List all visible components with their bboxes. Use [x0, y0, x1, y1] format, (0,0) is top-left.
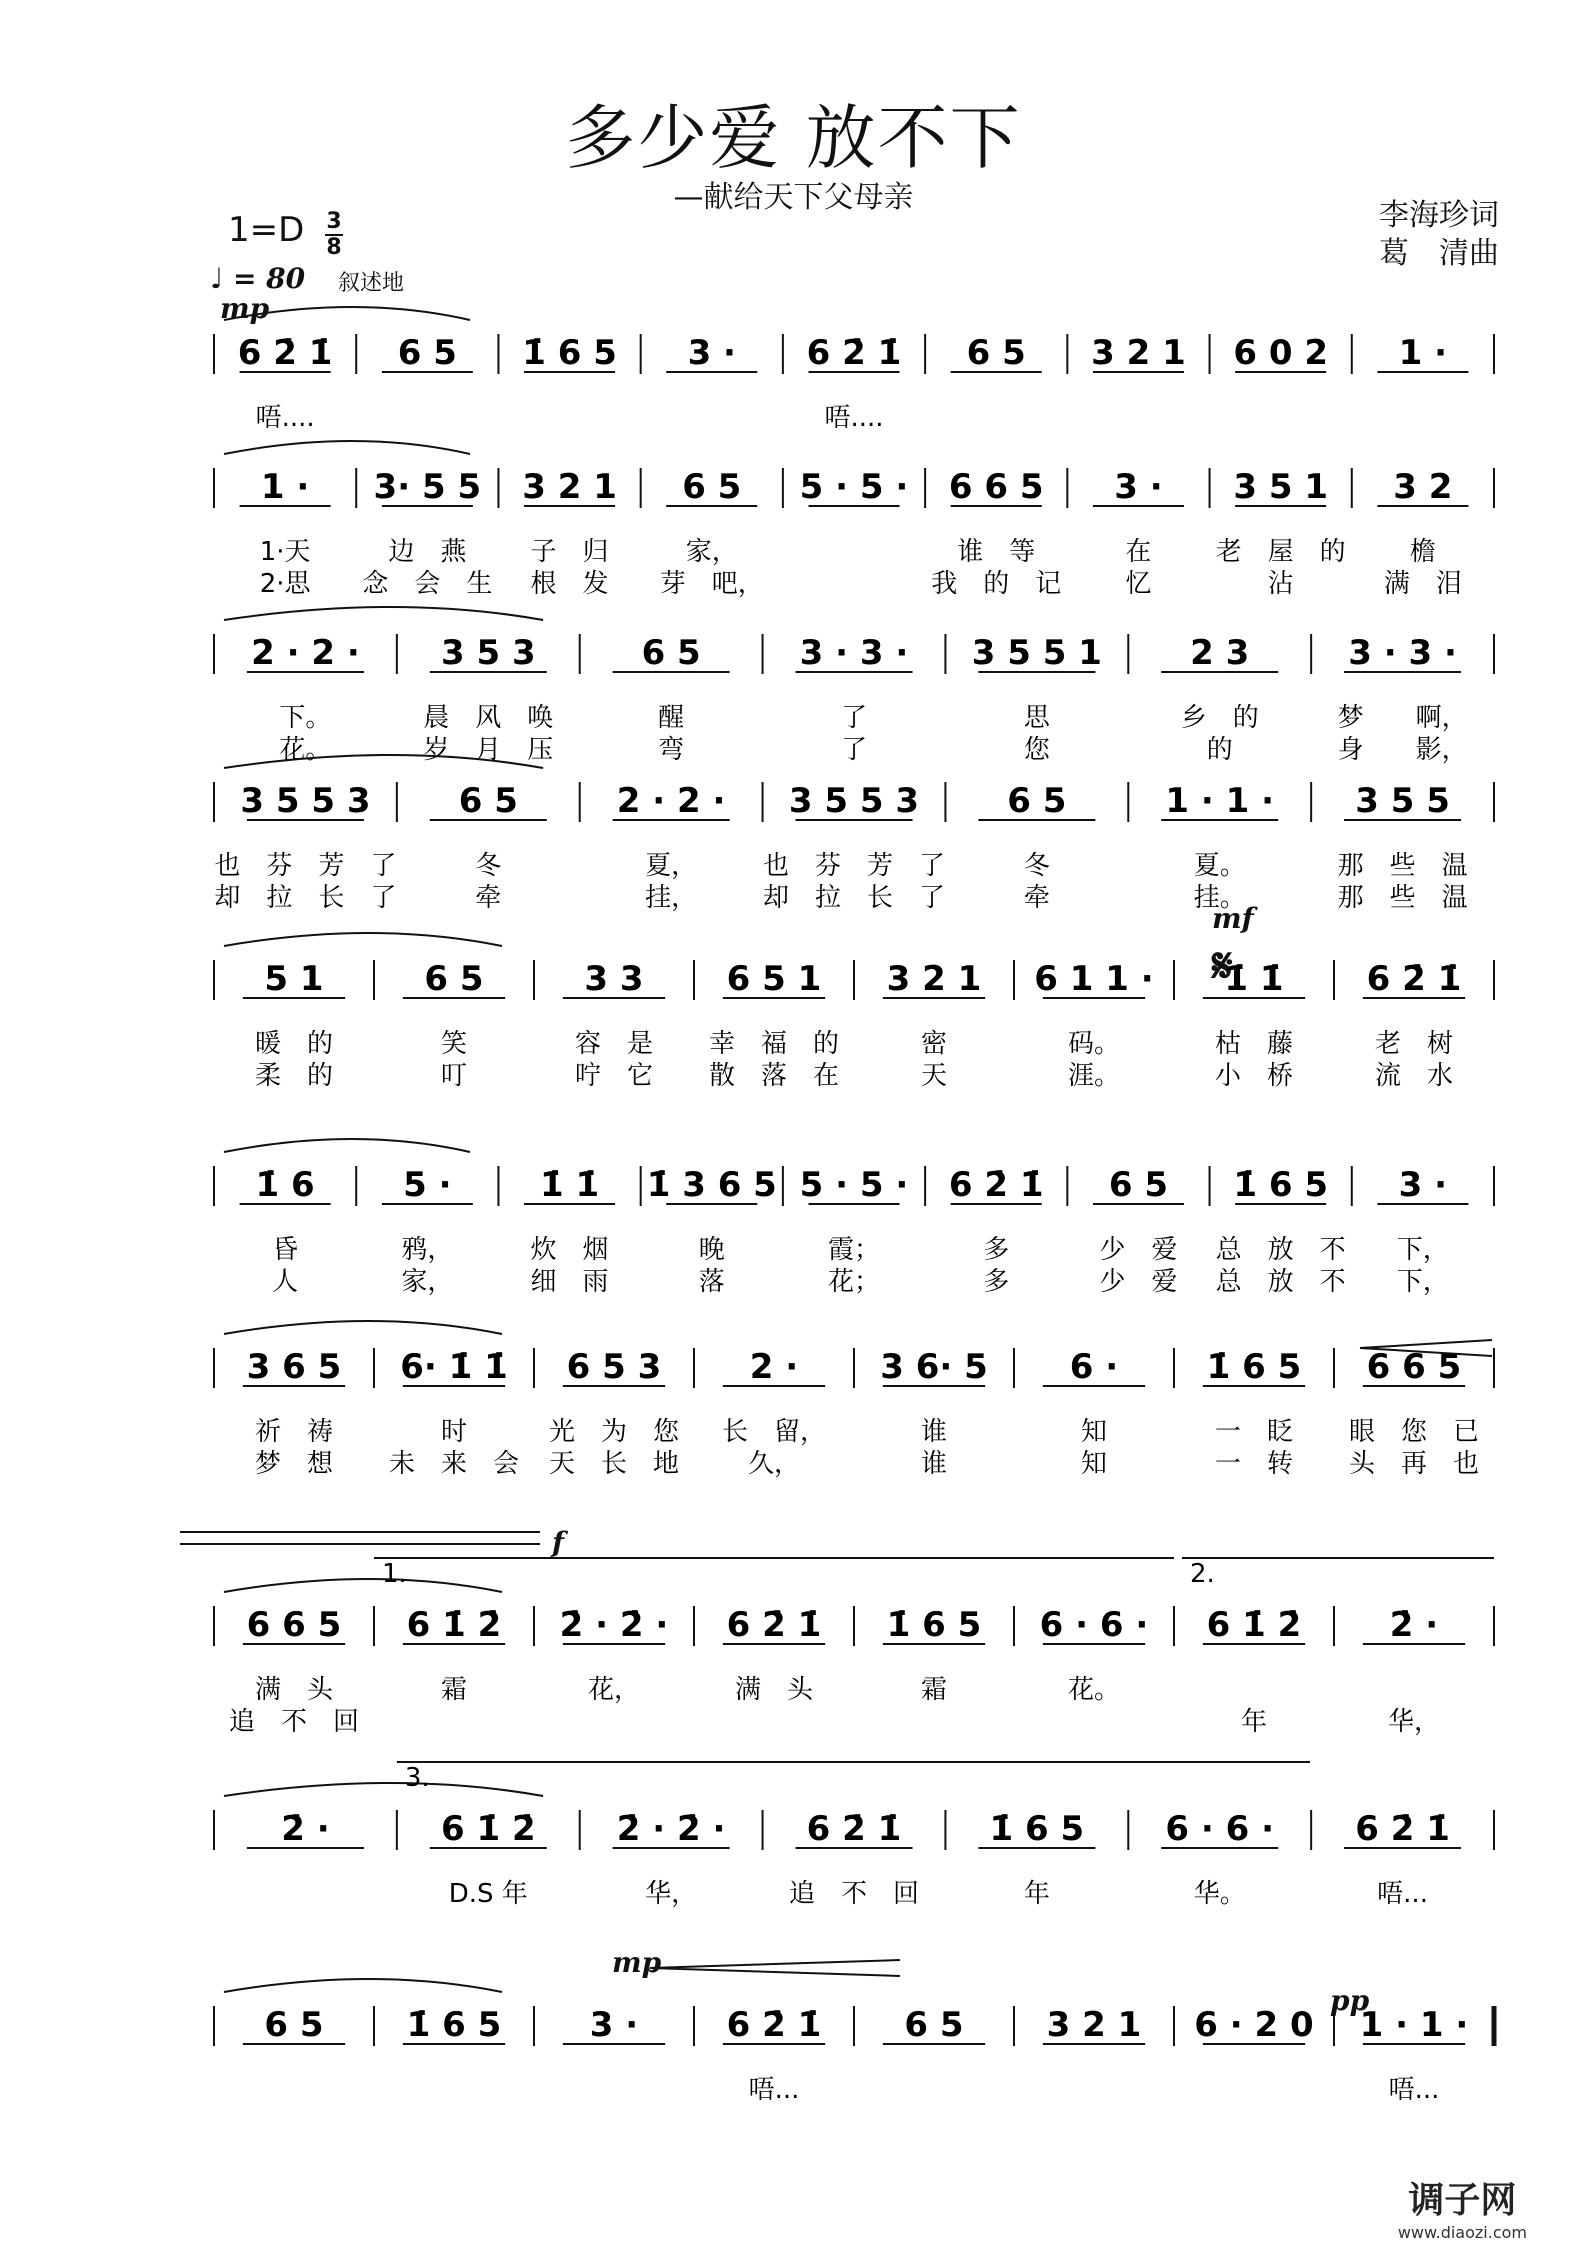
measure-notes: 6· 1̇ 1̇ — [400, 1347, 508, 1387]
lyric-syllable: 总 放 不 — [1215, 1235, 1346, 1265]
lyric-syllable: 念 会 生 — [362, 569, 493, 599]
lyric-syllable: 那 些 温 — [1337, 883, 1468, 913]
lyric-syllable: 梦 想 — [254, 1449, 334, 1479]
lyric-syllable: 根 发 — [530, 569, 609, 599]
lyric-syllable: 牵 — [1023, 883, 1050, 913]
measure-notes: 2̇ · 2̇ · — [616, 1809, 726, 1849]
measure-notes: 2̇ · 2̇ · — [559, 1605, 669, 1645]
lyric-syllable: 散 落 在 — [708, 1061, 840, 1091]
measure-notes: 1 · 1 · — [1165, 781, 1275, 821]
measure-notes: 3 2 1 — [886, 959, 982, 999]
volta-label: 3. — [404, 1763, 430, 1793]
measure-notes: 6 1̇ 2̇ — [406, 1605, 502, 1645]
dynamic-mp-coda: mp — [612, 1946, 662, 1979]
lyric-syllable: 也 芬 芳 了 — [762, 851, 946, 881]
slur — [224, 1783, 543, 1796]
dynamic-f: f — [552, 1526, 565, 1559]
measure-notes: 3 · 3 · — [1348, 633, 1457, 673]
lyric-syllable: 一 眨 — [1214, 1417, 1294, 1447]
lyric-syllable: 在 — [1125, 537, 1152, 567]
lyric-syllable: 多 — [983, 1235, 1010, 1265]
lyric-syllable: 华。 — [1193, 1879, 1246, 1909]
dynamic-mf: mf — [1212, 902, 1254, 935]
measure-notes: 3 · — [1114, 467, 1163, 507]
measure-notes: 6 5 — [641, 633, 701, 673]
measure-notes: 6 5 — [904, 2005, 964, 2045]
lyric-syllable: 却 拉 长 了 — [762, 883, 946, 913]
lyric-syllable: 夏。 — [1193, 851, 1246, 881]
page-subtitle: —献给天下父母亲 — [673, 180, 914, 215]
lyric-syllable: 思 — [1023, 703, 1050, 733]
lyric-syllable: 人 — [272, 1267, 299, 1297]
measure-notes: 2̇ · — [1389, 1605, 1439, 1645]
lyric-syllable: 柔 的 — [254, 1061, 334, 1091]
lyric-syllable: 咛 它 — [574, 1061, 654, 1091]
measure-notes: 3 2 1 — [1091, 333, 1186, 373]
measure-notes: 5 · — [403, 1165, 452, 1205]
measure-notes: 6 2̇ 1̇ — [1355, 1809, 1450, 1849]
measure-notes: 1̇ 6 5 — [886, 1605, 982, 1645]
lyric-syllable: 沾 — [1267, 569, 1294, 599]
tempo-value: = 80 — [232, 262, 306, 295]
measure-notes: 6 5 — [397, 333, 457, 373]
measure-notes: 6 5 1 — [726, 959, 822, 999]
lyric-syllable: 年 — [1240, 1707, 1268, 1737]
lyric-syllable: 落 — [698, 1267, 725, 1297]
measure-notes: 6 5 — [966, 333, 1026, 373]
time-numerator: 3 — [326, 209, 342, 234]
measure-notes: 6 2̇ 1̇ — [726, 2005, 822, 2045]
tempo-marking: ♩ = 80 — [210, 262, 306, 295]
lyric-syllable: 花； — [827, 1267, 881, 1297]
lyric-syllable: 炊 烟 — [530, 1235, 609, 1265]
lyric-syllable: 老 树 — [1374, 1029, 1454, 1059]
measure-notes: 6 2̇ 1̇ — [237, 333, 333, 373]
lyric-syllable: 头 再 也 — [1348, 1449, 1480, 1479]
lyricist-credit: 李海珍词 — [1379, 198, 1499, 233]
measure-notes: 1̇ 6 5 — [989, 1809, 1085, 1849]
slur — [224, 933, 502, 946]
tempo-expression: 叙述地 — [338, 271, 405, 296]
slur — [224, 1579, 502, 1592]
lyric-syllable: 也 芬 芳 了 — [214, 851, 397, 881]
lyric-syllable: 下。 — [279, 703, 332, 733]
lyric-syllable: 少 爱 — [1099, 1267, 1178, 1297]
lyric-syllable: 了 — [840, 735, 868, 765]
lyric-syllable: 芽 吧， — [659, 569, 764, 599]
lyric-syllable: 家， — [685, 537, 738, 567]
measure-notes: 3 3 — [584, 959, 644, 999]
lyric-syllable: 霜 — [920, 1675, 948, 1705]
slur — [224, 1321, 502, 1334]
measure-notes: 6 5 — [264, 2005, 324, 2045]
lyric-syllable: 子 归 — [530, 537, 609, 567]
measure-notes: 2 · — [749, 1347, 799, 1387]
lyric-syllable: 小 桥 — [1214, 1061, 1294, 1091]
decrescendo-hairpin — [650, 1960, 900, 1976]
lyric-syllable: 花， — [587, 1675, 641, 1705]
lyric-syllable: 多 — [983, 1267, 1010, 1297]
page-title: 多少爱 放不下 — [565, 97, 1022, 179]
measure-notes: 1̇ 6 5 — [1206, 1347, 1302, 1387]
measure-notes: 6 6 5 — [948, 467, 1044, 507]
lyric-syllable: 谁 — [920, 1417, 948, 1447]
slur — [224, 607, 543, 620]
measure-notes: 2 · 2 · — [616, 781, 726, 821]
measure-notes: 3 5 3 — [440, 633, 536, 673]
lyric-syllable: 枯 藤 — [1214, 1029, 1294, 1059]
lyric-syllable: 天 长 地 — [548, 1449, 680, 1479]
slur — [224, 1139, 470, 1152]
lyric-syllable: 华， — [645, 1879, 698, 1909]
lyric-syllable: 幸 福 的 — [708, 1029, 840, 1059]
measure-notes: 6 1 1 · — [1034, 959, 1154, 999]
measure-notes: 1 · — [260, 467, 310, 507]
lyric-syllable: 花。 — [1067, 1675, 1121, 1705]
dynamic-mp-start: mp — [220, 292, 270, 325]
measure-notes: 6 5 — [458, 781, 518, 821]
measure-notes: 1̇ 6 5 — [522, 333, 617, 373]
lyric-syllable: 唔.... — [824, 403, 884, 433]
measure-notes: 6 · 6 · — [1165, 1809, 1275, 1849]
measure-notes: 2̇ · — [281, 1809, 330, 1849]
lyric-syllable: 下， — [1396, 1235, 1449, 1265]
measure-notes: 3 6· 5 — [880, 1347, 988, 1387]
lyric-syllable: 谁 等 — [957, 537, 1036, 567]
measure-notes: 3 5 5 1 — [971, 633, 1102, 673]
lyric-syllable: 唔.... — [255, 403, 315, 433]
lyric-syllable: 您 — [1023, 735, 1050, 765]
lyric-syllable: 叮 — [440, 1061, 468, 1091]
lyric-syllable: 光 为 您 — [548, 1417, 680, 1447]
lyric-syllable: 2·思 — [259, 569, 311, 599]
lyric-syllable: 那 些 温 — [1337, 851, 1468, 881]
crescendo-hairpin — [1360, 1340, 1492, 1356]
measure-notes: 6 · — [1069, 1347, 1119, 1387]
lyric-syllable: 我 的 记 — [931, 569, 1062, 599]
measure-notes: 1 · — [1398, 333, 1448, 373]
watermark-logo: 调子网 — [1408, 2180, 1517, 2221]
lyric-syllable: 知 — [1080, 1417, 1108, 1447]
measure-notes: 6 2̇ 1̇ — [806, 1809, 902, 1849]
measure-notes: 2 3 — [1190, 633, 1250, 673]
measure-notes: 5 · 5 · — [799, 1165, 909, 1205]
lyric-syllable: 流 水 — [1374, 1061, 1454, 1091]
measure-notes: 1̇ 3 6 5 — [646, 1165, 777, 1205]
measure-notes: 6 6 5 — [1366, 1347, 1462, 1387]
lyric-syllable: 冬 — [475, 851, 502, 881]
slur — [224, 1979, 502, 1992]
lyric-syllable: 密 — [920, 1029, 948, 1059]
lyric-syllable: 冬 — [1023, 851, 1050, 881]
key-signature: 1=D — [228, 210, 305, 250]
measure-notes: 6 1̇ 2̇ — [440, 1809, 536, 1849]
measure-notes: 6 5 — [424, 959, 484, 999]
measure-notes: 6 5 — [682, 467, 742, 507]
lyric-syllable: 花。 — [279, 735, 332, 765]
measure-notes: 3 2 — [1393, 467, 1453, 507]
lyric-syllable: 祈 祷 — [254, 1417, 334, 1447]
lyric-syllable: 时 — [440, 1417, 468, 1447]
lyric-syllable: 挂。 — [1193, 883, 1246, 913]
lyric-syllable: 少 爱 — [1099, 1235, 1178, 1265]
lyric-syllable: 昏 — [272, 1235, 299, 1265]
lyric-syllable: 年 — [1023, 1879, 1050, 1909]
lyric-syllable: 忆 — [1125, 569, 1152, 599]
measure-notes: 3 · — [1398, 1165, 1448, 1205]
measure-notes: 6 5 — [1108, 1165, 1169, 1205]
measure-notes: 2 · 2 · — [251, 633, 360, 673]
lyric-syllable: 华， — [1387, 1707, 1441, 1737]
measure-notes: 6 2̇ 1̇ — [948, 1165, 1044, 1205]
lyric-syllable: 老 屋 的 — [1215, 537, 1346, 567]
lyric-syllable: 满 泪 — [1383, 569, 1462, 599]
lyric-syllable: 一 转 — [1214, 1449, 1294, 1479]
lyric-syllable: 却 拉 长 了 — [214, 883, 397, 913]
lyric-syllable: 檐 — [1409, 537, 1436, 567]
measure-notes: 1̇ 6 5 — [1233, 1165, 1328, 1205]
lyric-syllable: 挂， — [645, 883, 698, 913]
lyric-syllable: 知 — [1080, 1449, 1108, 1479]
lyric-syllable: 鸦， — [401, 1235, 454, 1265]
measure-notes: 6 1̇ 2̇ — [1206, 1605, 1302, 1645]
measure-notes: 3· 5 5 — [373, 467, 482, 507]
composer-credit: 葛 清曲 — [1379, 236, 1499, 271]
lyric-syllable: 唔... — [748, 2075, 800, 2105]
lyric-syllable: 长 留， — [721, 1417, 827, 1447]
lyric-syllable: 的 — [1206, 735, 1233, 765]
measure-notes: 3 5 5 — [1355, 781, 1450, 821]
measure-notes: 6 2̇ 1̇ — [726, 1605, 822, 1645]
measure-notes: 3 5 5 3 — [240, 781, 371, 821]
lyric-syllable: 家， — [401, 1267, 454, 1297]
measure-notes: 6 · 6 · — [1039, 1605, 1149, 1645]
lyric-syllable: 满 头 — [254, 1675, 334, 1705]
lyric-syllable: 边 燕 — [388, 537, 467, 567]
lyric-syllable: 霜 — [440, 1675, 468, 1705]
measure-notes: 6 0 2 — [1233, 333, 1328, 373]
time-signature — [325, 210, 343, 260]
measure-notes: 6 2̇ 1̇ — [806, 333, 902, 373]
lyric-syllable: 未 来 会 — [388, 1449, 520, 1479]
lyric-syllable: 晨 风 唤 — [423, 703, 554, 733]
lyric-syllable: 细 雨 — [530, 1267, 609, 1297]
measure-notes: 3 5 1 — [1233, 467, 1328, 507]
time-denominator: 8 — [326, 235, 342, 260]
lyric-syllable: 总 放 不 — [1215, 1267, 1346, 1297]
lyric-syllable: 天 — [920, 1061, 948, 1091]
lyric-syllable: 暖 的 — [254, 1029, 334, 1059]
measure-notes: 6 · 2 0 — [1194, 2005, 1314, 2045]
slur — [224, 441, 470, 454]
lyric-syllable: 满 头 — [734, 1675, 814, 1705]
dynamic-pp: pp — [1330, 1984, 1370, 2017]
lyric-syllable: 醒 — [658, 703, 685, 733]
measure-notes: 6 6 5 — [246, 1605, 342, 1645]
sustain-line — [180, 1532, 540, 1544]
lyric-syllable: 岁 月 压 — [423, 735, 554, 765]
lyric-syllable: D.S 年 — [448, 1879, 528, 1909]
lyric-syllable: 了 — [840, 703, 868, 733]
lyric-syllable: 晚 — [698, 1235, 725, 1265]
measure-notes: 3 2 1 — [522, 467, 617, 507]
slur — [224, 755, 543, 768]
lyric-syllable: 身 影， — [1337, 735, 1468, 765]
measure-notes: 3 · — [589, 2005, 639, 2045]
lyric-syllable: 下， — [1396, 1267, 1449, 1297]
measure-notes: 6 2̇ 1̇ — [1366, 959, 1462, 999]
measure-notes: 1̇ 6 5 — [406, 2005, 502, 2045]
lyric-syllable: 眼 您 已 — [1348, 1417, 1480, 1447]
measure-notes: 3 6 5 — [246, 1347, 342, 1387]
measure-notes: 3 · — [687, 333, 736, 373]
lyric-syllable: 乡 的 — [1180, 703, 1259, 733]
lyric-syllable: 霞； — [827, 1235, 881, 1265]
watermark — [1398, 2172, 1527, 2242]
lyric-syllable: 梦 啊， — [1337, 703, 1468, 733]
segno-icon: 𝄋 — [1212, 938, 1233, 994]
measure-notes: 1 · 1 · — [1359, 2005, 1469, 2045]
measure-notes: 3 2 1 — [1046, 2005, 1142, 2045]
lyric-syllable: 久， — [747, 1449, 801, 1479]
lyric-syllable: 1·天 — [259, 537, 311, 567]
measure-notes: 1̇ 1̇ — [1224, 959, 1284, 999]
measure-notes: 5 1 — [264, 959, 324, 999]
lyric-syllable: 涯。 — [1067, 1061, 1121, 1091]
measure-notes: 1̇ 6 — [255, 1165, 315, 1205]
measure-notes: 6 5 — [1007, 781, 1067, 821]
lyric-syllable: 容 是 — [574, 1029, 654, 1059]
volta-label: 2. — [1190, 1559, 1215, 1589]
watermark-url: www.diaozi.com — [1397, 2223, 1527, 2242]
lyric-syllable: 追 不 回 — [228, 1707, 360, 1737]
measure-notes: 6 5 3 — [566, 1347, 662, 1387]
lyric-syllable: 夏， — [645, 851, 698, 881]
lyric-syllable: 牵 — [475, 883, 502, 913]
measure-notes: 1̇ 1̇ — [539, 1165, 600, 1205]
measure-notes: 3 5 5 3 — [788, 781, 920, 821]
lyric-syllable: 谁 — [920, 1449, 948, 1479]
measure-notes: 5 · 5 · — [799, 467, 909, 507]
lyric-syllable: 唔... — [1388, 2075, 1440, 2105]
lyric-syllable: 唔... — [1377, 1879, 1428, 1909]
volta-label: 1. — [382, 1559, 407, 1589]
lyric-syllable: 弯 — [658, 735, 685, 765]
lyric-syllable: 追 不 回 — [788, 1879, 920, 1909]
measure-notes: 3 · 3 · — [799, 633, 909, 673]
lyric-syllable: 码。 — [1067, 1029, 1121, 1059]
lyric-syllable: 笑 — [440, 1029, 468, 1059]
